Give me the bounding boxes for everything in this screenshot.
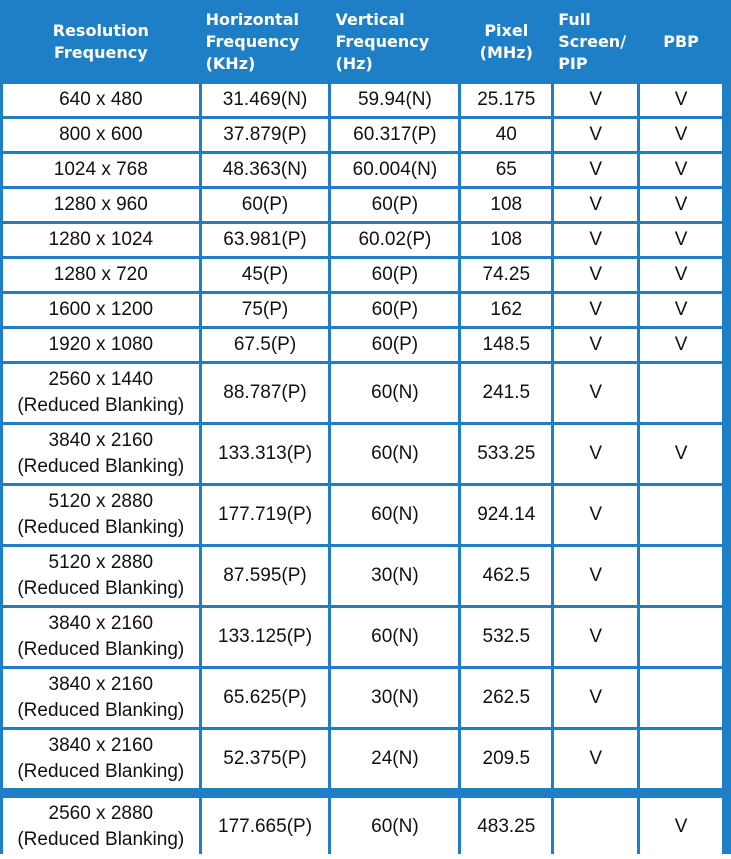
- cell-vertical: 60.004(N): [331, 154, 458, 186]
- cell-fullscreen: V: [554, 730, 637, 788]
- cell-resolution: 2560 x 1440 (Reduced Blanking): [3, 364, 199, 422]
- cell-fullscreen: V: [554, 154, 637, 186]
- table-row: [3, 189, 722, 221]
- cell-pixel: 108: [461, 189, 551, 221]
- cell-pixel: 65: [461, 154, 551, 186]
- cell-resolution: 3840 x 2160 (Reduced Blanking): [3, 730, 199, 788]
- cell-fullscreen: V: [554, 259, 637, 291]
- separator-cell: [3, 791, 722, 795]
- table-row: [3, 154, 722, 186]
- cell-horizontal: 52.375(P): [202, 730, 329, 788]
- table-row: [3, 119, 722, 151]
- cell-horizontal: 31.469(N): [202, 84, 329, 116]
- cell-pixel: 148.5: [461, 329, 551, 361]
- cell-horizontal: 133.125(P): [202, 608, 329, 666]
- cell-resolution: 640 x 480: [3, 84, 199, 116]
- table-row: [3, 294, 722, 326]
- cell-pbp: V: [640, 224, 722, 256]
- cell-pbp: V: [640, 259, 722, 291]
- cell-fullscreen: V: [554, 84, 637, 116]
- cell-pbp: V: [640, 294, 722, 326]
- cell-fullscreen: V: [554, 189, 637, 221]
- table-row: [3, 84, 722, 116]
- cell-pbp: V: [640, 425, 722, 483]
- cell-fullscreen: V: [554, 425, 637, 483]
- cell-pixel: 108: [461, 224, 551, 256]
- cell-pixel: 262.5: [461, 669, 551, 727]
- cell-pixel: 25.175: [461, 84, 551, 116]
- cell-resolution: 1280 x 720: [3, 259, 199, 291]
- cell-pbp: V: [640, 189, 722, 221]
- cell-fullscreen: [554, 798, 637, 856]
- cell-horizontal: 177.719(P): [202, 486, 329, 544]
- table-row: [3, 425, 722, 483]
- cell-pixel: 924.14: [461, 486, 551, 544]
- cell-resolution: 1280 x 960: [3, 189, 199, 221]
- cell-pixel: 532.5: [461, 608, 551, 666]
- cell-vertical: 60(N): [331, 608, 458, 666]
- cell-fullscreen: V: [554, 224, 637, 256]
- cell-resolution: 1600 x 1200: [3, 294, 199, 326]
- cell-vertical: 60(P): [331, 259, 458, 291]
- cell-pixel: 209.5: [461, 730, 551, 788]
- cell-resolution: 2560 x 2880 (Reduced Blanking): [3, 798, 199, 856]
- cell-horizontal: 75(P): [202, 294, 329, 326]
- table-row: [3, 730, 722, 788]
- cell-vertical: 60(N): [331, 486, 458, 544]
- cell-vertical: 60(P): [331, 189, 458, 221]
- cell-horizontal: 48.363(N): [202, 154, 329, 186]
- cell-pbp: V: [640, 329, 722, 361]
- cell-pbp: V: [640, 154, 722, 186]
- cell-pbp: [640, 669, 722, 727]
- header-resolution: Resolution Frequency: [3, 3, 199, 81]
- cell-horizontal: 45(P): [202, 259, 329, 291]
- table-row: [3, 798, 722, 856]
- cell-fullscreen: V: [554, 547, 637, 605]
- table-row: [3, 669, 722, 727]
- cell-horizontal: 177.665(P): [202, 798, 329, 856]
- cell-pbp: V: [640, 84, 722, 116]
- cell-fullscreen: V: [554, 119, 637, 151]
- row-separator: [3, 791, 722, 795]
- cell-vertical: 60(P): [331, 329, 458, 361]
- cell-resolution: 1280 x 1024: [3, 224, 199, 256]
- table-row: [3, 486, 722, 544]
- cell-vertical: 60(N): [331, 798, 458, 856]
- cell-pixel: 74.25: [461, 259, 551, 291]
- cell-vertical: 59.94(N): [331, 84, 458, 116]
- cell-vertical: 60.02(P): [331, 224, 458, 256]
- table-row: [3, 608, 722, 666]
- cell-pixel: 533.25: [461, 425, 551, 483]
- cell-fullscreen: V: [554, 364, 637, 422]
- cell-pixel: 241.5: [461, 364, 551, 422]
- cell-resolution: 1024 x 768: [3, 154, 199, 186]
- cell-horizontal: 133.313(P): [202, 425, 329, 483]
- table-row: [3, 364, 722, 422]
- cell-pixel: 462.5: [461, 547, 551, 605]
- cell-horizontal: 67.5(P): [202, 329, 329, 361]
- cell-fullscreen: V: [554, 329, 637, 361]
- cell-horizontal: 88.787(P): [202, 364, 329, 422]
- cell-fullscreen: V: [554, 608, 637, 666]
- cell-pbp: [640, 486, 722, 544]
- cell-resolution: 1920 x 1080: [3, 329, 199, 361]
- header-fullscreen: Full Screen/ PIP: [554, 3, 637, 81]
- cell-pbp: [640, 730, 722, 788]
- cell-vertical: 30(N): [331, 669, 458, 727]
- header-pixel: Pixel (MHz): [461, 3, 551, 81]
- cell-pixel: 162: [461, 294, 551, 326]
- header-pbp: PBP: [640, 3, 722, 81]
- cell-resolution: 800 x 600: [3, 119, 199, 151]
- cell-vertical: 30(N): [331, 547, 458, 605]
- cell-pbp: [640, 547, 722, 605]
- cell-horizontal: 63.981(P): [202, 224, 329, 256]
- table-row: [3, 224, 722, 256]
- cell-horizontal: 87.595(P): [202, 547, 329, 605]
- cell-pbp: [640, 364, 722, 422]
- cell-vertical: 24(N): [331, 730, 458, 788]
- cell-fullscreen: V: [554, 294, 637, 326]
- cell-pbp: V: [640, 798, 722, 856]
- cell-resolution: 3840 x 2160 (Reduced Blanking): [3, 425, 199, 483]
- cell-resolution: 3840 x 2160 (Reduced Blanking): [3, 608, 199, 666]
- cell-horizontal: 37.879(P): [202, 119, 329, 151]
- cell-vertical: 60(N): [331, 425, 458, 483]
- table-row: [3, 259, 722, 291]
- cell-pixel: 483.25: [461, 798, 551, 856]
- header-horizontal: Horizontal Frequency (KHz): [202, 3, 329, 81]
- cell-resolution: 5120 x 2880 (Reduced Blanking): [3, 547, 199, 605]
- cell-resolution: 5120 x 2880 (Reduced Blanking): [3, 486, 199, 544]
- table-row: [3, 329, 722, 361]
- header-vertical: Vertical Frequency (Hz): [331, 3, 458, 81]
- cell-vertical: 60.317(P): [331, 119, 458, 151]
- cell-fullscreen: V: [554, 669, 637, 727]
- cell-pbp: [640, 608, 722, 666]
- cell-resolution: 3840 x 2160 (Reduced Blanking): [3, 669, 199, 727]
- cell-vertical: 60(P): [331, 294, 458, 326]
- cell-pixel: 40: [461, 119, 551, 151]
- table-row: [3, 547, 722, 605]
- cell-fullscreen: V: [554, 486, 637, 544]
- cell-horizontal: 65.625(P): [202, 669, 329, 727]
- header-row: [3, 3, 722, 81]
- cell-pbp: V: [640, 119, 722, 151]
- cell-horizontal: 60(P): [202, 189, 329, 221]
- cell-vertical: 60(N): [331, 364, 458, 422]
